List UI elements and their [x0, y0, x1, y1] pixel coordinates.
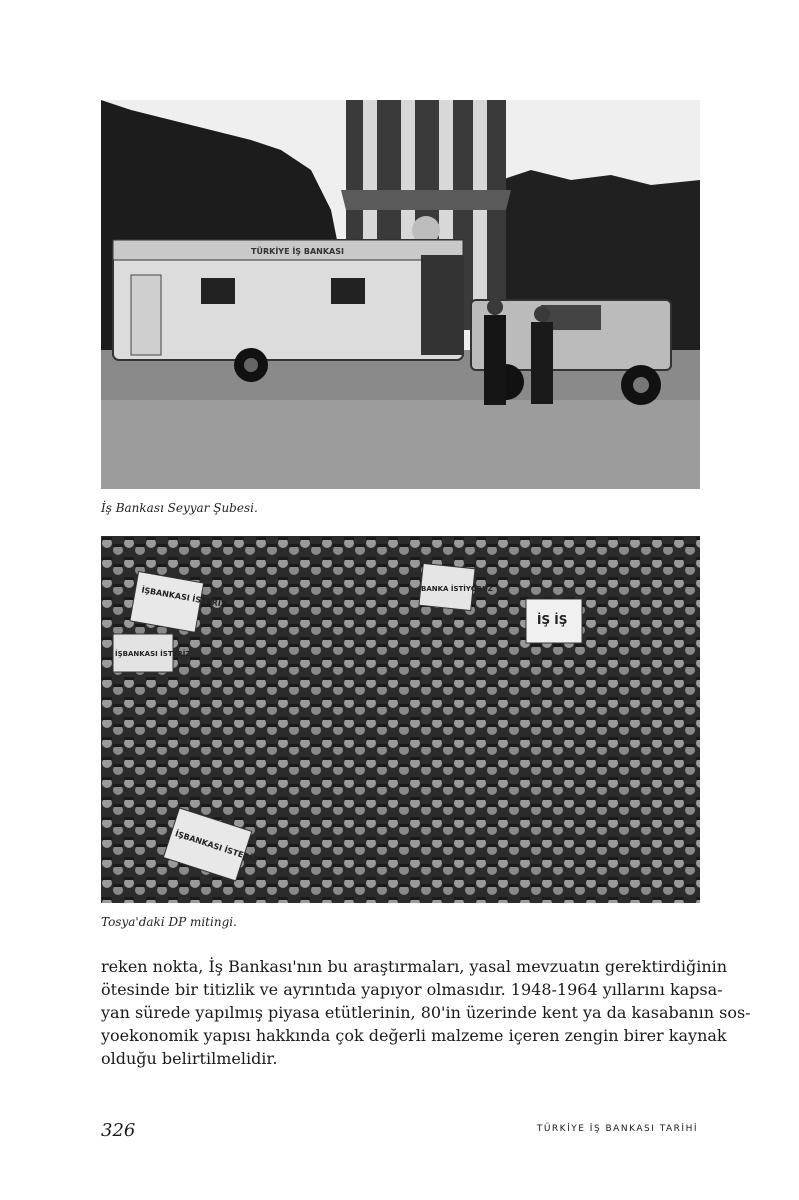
- body-line-4: yoekonomik yapısı hakkında çok değerli malzeme içeren zengin birer kaynak: [101, 1026, 727, 1045]
- body-line-5: olduğu belirtilmelidir.: [101, 1049, 278, 1068]
- bus-sign: TÜRKİYE İŞ BANKASI: [251, 247, 344, 256]
- rally-photo: [101, 536, 700, 903]
- body-line-3: yan sürede yapılmış piyasa etütlerinin, 80'in üzerinde kent ya da kasabanın sos-: [101, 1003, 751, 1022]
- rally-sign-3: BANKA İSTİYORUZ: [421, 585, 493, 593]
- page-number: 326: [101, 1120, 136, 1141]
- rally-sign-4: İŞ İŞ: [537, 613, 568, 627]
- rally-caption: Tosya'daki DP mitingi.: [101, 915, 237, 929]
- body-line-2: ötesinde bir titizlik ve ayrıntıda yapıyor olmasıdır. 1948-1964 yıllarını kapsa-: [101, 980, 723, 999]
- mobile-branch-caption: İş Bankası Seyyar Şubesi.: [101, 501, 258, 515]
- mobile-branch-photo-drawing: [101, 100, 700, 489]
- running-title: TÜRKİYE İŞ BANKASI TARİHİ: [536, 1124, 698, 1134]
- rally-sign-2: İŞBANKASI İSTERİZ: [115, 650, 191, 658]
- mobile-branch-photo: [101, 100, 700, 489]
- body-paragraph: [101, 955, 751, 1070]
- rally-sign-5: İŞBANKASI İSTERİZ: [173, 829, 259, 865]
- body-line-1: reken nokta, İş Bankası'nın bu araştırmaları, yasal mevzuatın gerektirdiğinin: [101, 957, 728, 976]
- rally-photo-drawing: [101, 536, 700, 903]
- rally-sign-1: İŞBANKASI İSTERİZ: [140, 585, 228, 610]
